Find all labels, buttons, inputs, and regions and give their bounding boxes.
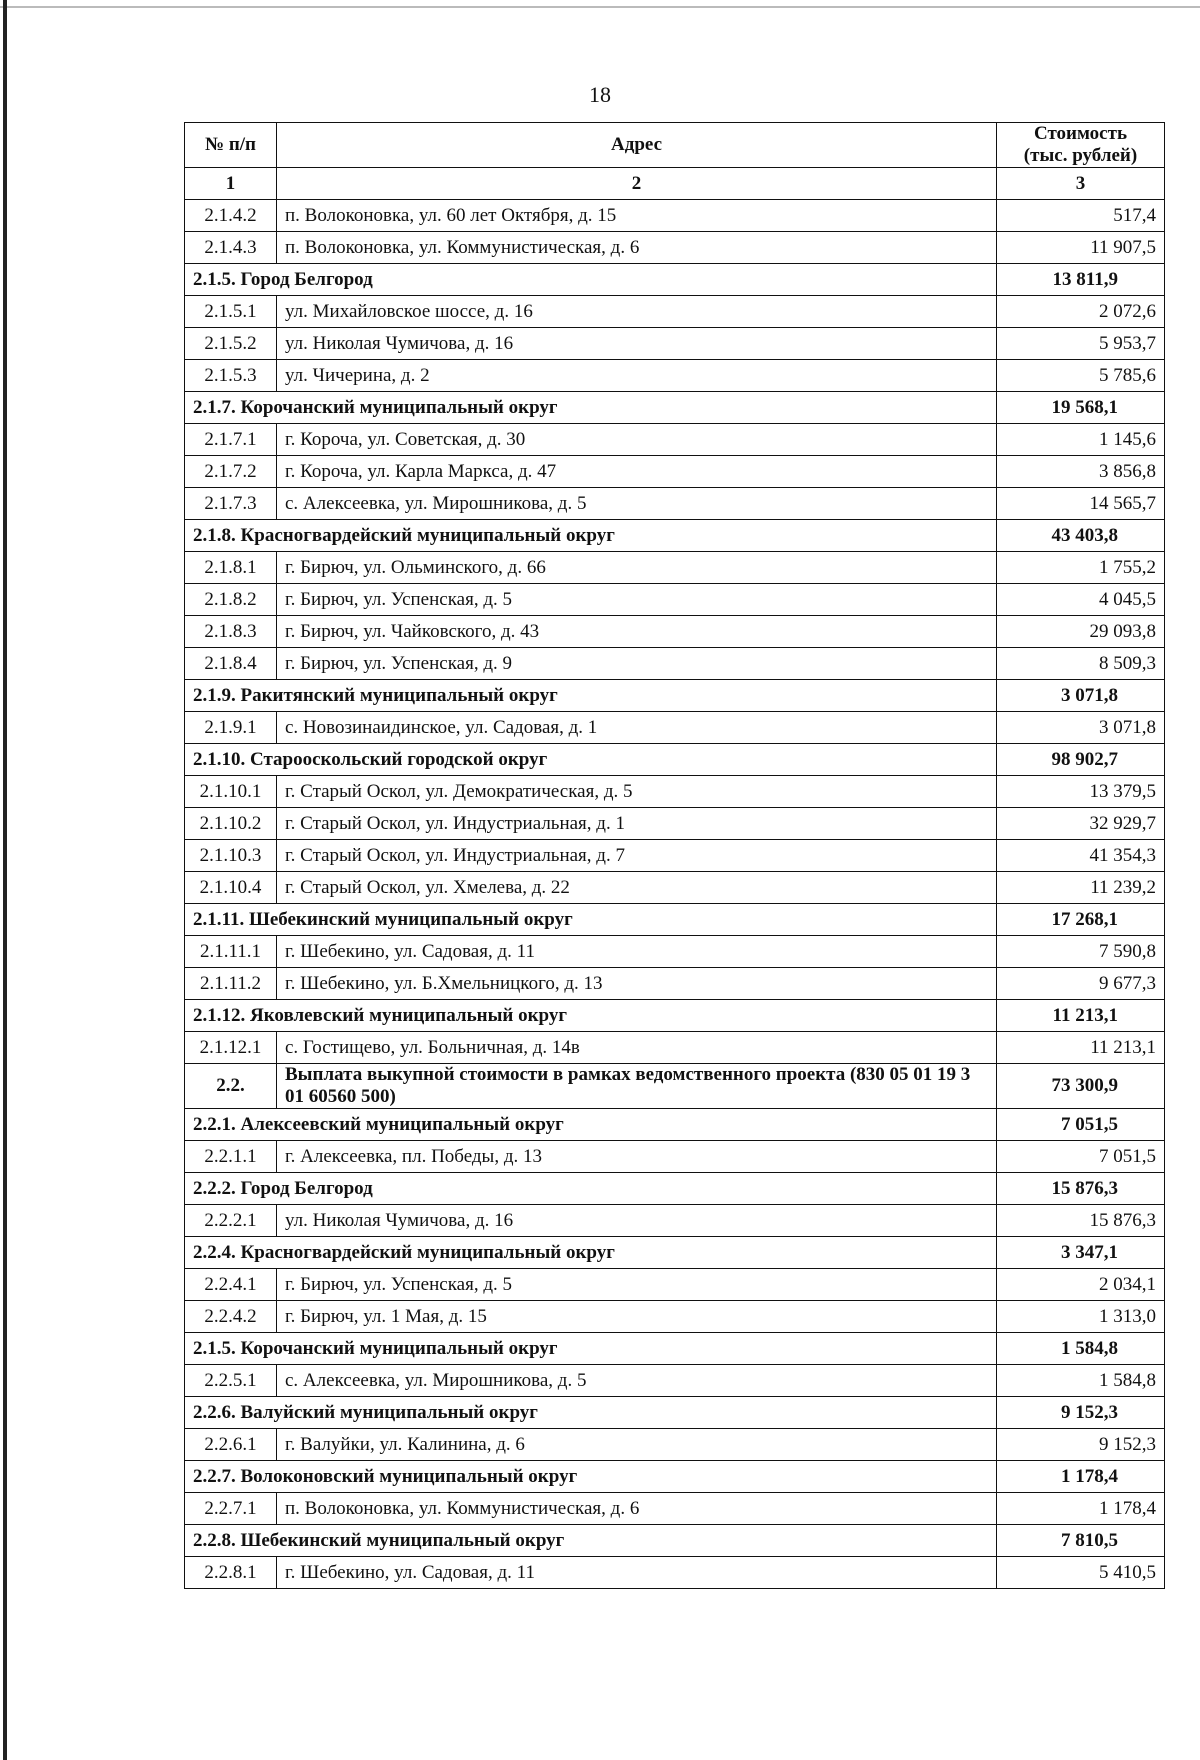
row-cost: 29 093,8 [997,616,1165,648]
row-address: г. Бирюч, ул. Ольминского, д. 66 [277,552,997,584]
section-title: 2.2.6. Валуйский муниципальный округ [185,1397,997,1429]
row-cost: 7 051,5 [997,1141,1165,1173]
row-number: 2.1.11.2 [185,968,277,1000]
table-row [185,1301,1165,1333]
header-address: Адрес [277,123,997,168]
row-cost: 9 152,3 [997,1429,1165,1461]
page-number: 18 [589,82,611,107]
row-address: г. Бирюч, ул. Успенская, д. 5 [277,1269,997,1301]
row-cost: 517,4 [997,200,1165,232]
row-number: 2.1.9.1 [185,712,277,744]
row-cost: 1 145,6 [997,424,1165,456]
table-row [185,424,1165,456]
row-cost: 5 953,7 [997,328,1165,360]
row-cost: 3 856,8 [997,456,1165,488]
section-title: 2.1.5. Город Белгород [185,264,997,296]
section-row [185,1397,1165,1429]
row-address: ул. Чичерина, д. 2 [277,360,997,392]
row-address: г. Алексеевка, пл. Победы, д. 13 [277,1141,997,1173]
row-cost: 11 239,2 [997,872,1165,904]
row-address: с. Новозинаидинское, ул. Садовая, д. 1 [277,712,997,744]
row-number: 2.1.10.2 [185,808,277,840]
table-body [185,200,1165,1589]
section-row [185,520,1165,552]
scan-top-line [0,6,1200,8]
row-number: 2.1.5.2 [185,328,277,360]
table-row [185,1141,1165,1173]
row-address: г. Бирюч, ул. Успенская, д. 9 [277,648,997,680]
project-row [185,1064,1165,1109]
row-address: с. Алексеевка, ул. Мирошникова, д. 5 [277,1365,997,1397]
row-cost: 2 072,6 [997,296,1165,328]
row-number: 2.1.10.1 [185,776,277,808]
section-cost: 98 902,7 [997,744,1165,776]
table-row [185,936,1165,968]
section-title: 2.2.1. Алексеевский муниципальный округ [185,1109,997,1141]
row-cost: 1 755,2 [997,552,1165,584]
row-number: 2.2.7.1 [185,1493,277,1525]
row-cost: 15 876,3 [997,1205,1165,1237]
row-address: г. Шебекино, ул. Садовая, д. 11 [277,936,997,968]
row-address: ул. Николая Чумичова, д. 16 [277,328,997,360]
table-row [185,200,1165,232]
row-address: г. Старый Оскол, ул. Хмелева, д. 22 [277,872,997,904]
row-number: 2.2.1.1 [185,1141,277,1173]
row-cost: 13 379,5 [997,776,1165,808]
section-cost: 9 152,3 [997,1397,1165,1429]
section-row [185,1000,1165,1032]
row-number: 2.1.12.1 [185,1032,277,1064]
row-number: 2.1.8.4 [185,648,277,680]
row-address: с. Гостищево, ул. Больничная, д. 14в [277,1032,997,1064]
row-number: 2.1.11.1 [185,936,277,968]
section-title: 2.1.9. Ракитянский муниципальный округ [185,680,997,712]
row-address: г. Бирюч, ул. Успенская, д. 5 [277,584,997,616]
row-address: г. Валуйки, ул. Калинина, д. 6 [277,1429,997,1461]
row-number: 2.1.8.1 [185,552,277,584]
section-row [185,1237,1165,1269]
section-title: 2.2.7. Волоконовский муниципальный округ [185,1461,997,1493]
section-title: 2.2.2. Город Белгород [185,1173,997,1205]
row-number: 2.2.2.1 [185,1205,277,1237]
section-title: 2.2.4. Красногвардейский муниципальный округ [185,1237,997,1269]
row-address: г. Шебекино, ул. Б.Хмельницкого, д. 13 [277,968,997,1000]
section-cost: 17 268,1 [997,904,1165,936]
table-row [185,232,1165,264]
row-number: 2.2.5.1 [185,1365,277,1397]
table-row [185,296,1165,328]
row-cost: 14 565,7 [997,488,1165,520]
row-number: 2.2.6.1 [185,1429,277,1461]
row-address: г. Короча, ул. Карла Маркса, д. 47 [277,456,997,488]
row-cost: 73 300,9 [997,1064,1165,1109]
section-cost: 11 213,1 [997,1000,1165,1032]
column-number: 3 [997,168,1165,200]
row-number: 2.1.7.3 [185,488,277,520]
row-address: г. Бирюч, ул. Чайковского, д. 43 [277,616,997,648]
section-title: 2.1.8. Красногвардейский муниципальный округ [185,520,997,552]
section-cost: 15 876,3 [997,1173,1165,1205]
row-number: 2.1.4.2 [185,200,277,232]
table-row [185,456,1165,488]
row-number: 2.1.7.2 [185,456,277,488]
column-number-row [185,168,1165,200]
row-number: 2.2. [185,1064,277,1109]
row-address: п. Волоконовка, ул. 60 лет Октября, д. 15 [277,200,997,232]
section-row [185,904,1165,936]
row-number: 2.2.8.1 [185,1557,277,1589]
row-number: 2.1.10.3 [185,840,277,872]
row-address: г. Старый Оскол, ул. Индустриальная, д. 7 [277,840,997,872]
row-cost: 5 410,5 [997,1557,1165,1589]
row-number: 2.1.8.3 [185,616,277,648]
table-row [185,328,1165,360]
row-address: ул. Николая Чумичова, д. 16 [277,1205,997,1237]
table-row [185,1557,1165,1589]
table-row [185,872,1165,904]
row-cost: 3 071,8 [997,712,1165,744]
header-cost-line2: (тыс. рублей) [1023,145,1138,166]
row-address: с. Алексеевка, ул. Мирошникова, д. 5 [277,488,997,520]
row-cost: 8 509,3 [997,648,1165,680]
row-number: 2.1.5.1 [185,296,277,328]
row-address: г. Старый Оскол, ул. Индустриальная, д. 1 [277,808,997,840]
section-row [185,680,1165,712]
section-row [185,1525,1165,1557]
row-cost: 11 907,5 [997,232,1165,264]
section-cost: 13 811,9 [997,264,1165,296]
table-row [185,552,1165,584]
section-row [185,264,1165,296]
table-row [185,712,1165,744]
table-row [185,840,1165,872]
table-row [185,488,1165,520]
row-cost: 4 045,5 [997,584,1165,616]
section-row [185,1173,1165,1205]
section-cost: 1 584,8 [997,1333,1165,1365]
section-row [185,744,1165,776]
row-address: г. Бирюч, ул. 1 Мая, д. 15 [277,1301,997,1333]
row-number: 2.1.5.3 [185,360,277,392]
row-address: г. Короча, ул. Советская, д. 30 [277,424,997,456]
row-number: 2.1.7.1 [185,424,277,456]
row-address: г. Старый Оскол, ул. Демократическая, д. 5 [277,776,997,808]
column-number: 1 [185,168,277,200]
table-row [185,1429,1165,1461]
header-cost-line1: Стоимость [1033,123,1127,144]
table-row [185,1269,1165,1301]
section-cost: 7 810,5 [997,1525,1165,1557]
row-cost: 7 590,8 [997,936,1165,968]
section-cost: 3 347,1 [997,1237,1165,1269]
section-row [185,1461,1165,1493]
table-row [185,808,1165,840]
row-cost: 2 034,1 [997,1269,1165,1301]
row-cost: 9 677,3 [997,968,1165,1000]
table-row [185,1493,1165,1525]
section-row [185,1333,1165,1365]
row-address: п. Волоконовка, ул. Коммунистическая, д. 6 [277,1493,997,1525]
row-cost: 41 354,3 [997,840,1165,872]
row-address: п. Волоконовка, ул. Коммунистическая, д. 6 [277,232,997,264]
addresses-table [184,122,1165,1589]
table-row [185,584,1165,616]
table-row [185,648,1165,680]
section-title: 2.2.8. Шебекинский муниципальный округ [185,1525,997,1557]
table-row [185,776,1165,808]
section-cost: 43 403,8 [997,520,1165,552]
column-number: 2 [277,168,997,200]
row-number: 2.1.10.4 [185,872,277,904]
header-row [185,123,1165,168]
row-cost: 32 929,7 [997,808,1165,840]
row-number: 2.1.4.3 [185,232,277,264]
row-number: 2.2.4.1 [185,1269,277,1301]
section-title: 2.1.5. Корочанский муниципальный округ [185,1333,997,1365]
section-row [185,392,1165,424]
row-address: ул. Михайловское шоссе, д. 16 [277,296,997,328]
row-number: 2.2.4.2 [185,1301,277,1333]
row-cost: 1 313,0 [997,1301,1165,1333]
scan-left-edge [3,0,7,1760]
section-cost: 3 071,8 [997,680,1165,712]
row-cost: 1 178,4 [997,1493,1165,1525]
section-cost: 7 051,5 [997,1109,1165,1141]
row-address: Выплата выкупной стоимости в рамках ведомственного проекта (830 05 01 19 3 01 60560 500) [277,1064,997,1109]
table-row [185,1205,1165,1237]
table-row [185,360,1165,392]
section-cost: 19 568,1 [997,392,1165,424]
section-title: 2.1.11. Шебекинский муниципальный округ [185,904,997,936]
section-title: 2.1.7. Корочанский муниципальный округ [185,392,997,424]
header-num: № п/п [185,123,277,168]
section-row [185,1109,1165,1141]
header-cost [997,123,1165,168]
section-title: 2.1.12. Яковлевский муниципальный округ [185,1000,997,1032]
row-cost: 1 584,8 [997,1365,1165,1397]
row-number: 2.1.8.2 [185,584,277,616]
table-row [185,1032,1165,1064]
row-cost: 11 213,1 [997,1032,1165,1064]
table-row [185,1365,1165,1397]
section-title: 2.1.10. Старооскольский городской округ [185,744,997,776]
row-address: г. Шебекино, ул. Садовая, д. 11 [277,1557,997,1589]
row-cost: 5 785,6 [997,360,1165,392]
table-row [185,616,1165,648]
table-row [185,968,1165,1000]
section-cost: 1 178,4 [997,1461,1165,1493]
